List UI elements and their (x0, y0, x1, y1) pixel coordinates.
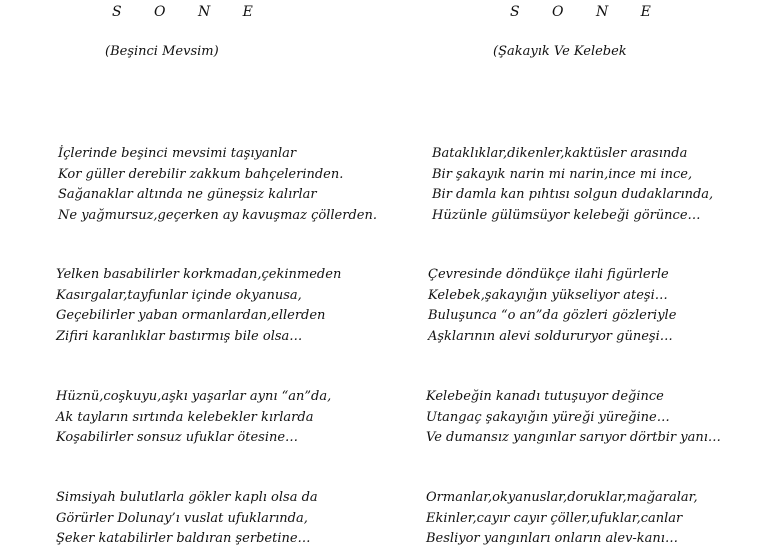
verse-line: Şeker katabilirler baldıran şerbetine… (56, 531, 311, 546)
right-poem-subtitle: (Şakayık Ve Kelebek (493, 44, 627, 59)
verse-line: Hüzünle gülümsüyor kelebeği görünce… (432, 207, 701, 223)
verse-line: Kasırgalar,tayfunlar içinde okyanusa, (56, 287, 302, 303)
verse-line: Geçebilirler yaban ormanlardan,ellerden (56, 308, 326, 323)
verse-line: Yelken basabilirler korkmadan,çekinmeden (56, 267, 342, 282)
verse-line: Simsiyah bulutlarla gökler kaplı olsa da (56, 490, 318, 505)
verse-line: Aşklarının alevi soldururyor güneşi… (428, 328, 673, 344)
right-stanza-4 (426, 488, 698, 550)
left-stanza-1 (58, 144, 377, 226)
left-poem (0, 0, 377, 550)
verse-line: Kor güller derebilir zakkum bahçelerinden. (58, 166, 344, 182)
verse-line: Bataklıklar,dikenler,kaktüsler arasında (432, 146, 688, 161)
verse-line: Utangaç şakayığın yüreği yüreğine… (426, 409, 670, 425)
right-poem (390, 0, 750, 550)
right-poem-title: S O N E (510, 4, 665, 20)
verse-line: Ne yağmursuz,geçerken ay kavuşmaz çöllerden. (58, 207, 377, 223)
verse-line: Kelebeğin kanadı tutuşuyor değince (426, 389, 664, 404)
left-stanza-3 (56, 387, 331, 449)
left-stanza-4 (56, 488, 318, 550)
verse-line: Hüznü,coşkuyu,aşkı yaşarlar aynı “an”da, (56, 389, 332, 404)
left-poem-title: S O N E (112, 4, 267, 20)
verse-line: Ekinler,cayır cayır çöller,ufuklar,canlar (426, 510, 683, 526)
verse-line: Ak tayların sırtında kelebekler kırlarda (56, 409, 314, 425)
verse-line: Sağanaklar altında ne güneşsiz kalırlar (58, 187, 317, 202)
right-stanza-2 (428, 265, 676, 347)
verse-line: Zifiri karanlıklar bastırmış bile olsa… (56, 328, 303, 344)
right-stanza-1 (432, 144, 713, 226)
verse-line: Bir şakayık narin mi narin,ince mi ince, (432, 166, 693, 182)
verse-line: Ormanlar,okyanuslar,doruklar,mağaralar, (426, 490, 698, 505)
verse-line: Kelebek,şakayığın yükseliyor ateşi… (428, 287, 668, 303)
verse-line: Buluşunca “o an”da gözleri gözleriyle (428, 308, 677, 323)
verse-line: Bir damla kan pıhtısı solgun dudaklarında, (432, 187, 714, 202)
left-stanza-2 (56, 265, 341, 347)
verse-line: İçlerinde beşinci mevsimi taşıyanlar (58, 146, 297, 161)
verse-line: Çevresinde döndükçe ilahi figürlerle (428, 267, 669, 282)
right-stanza-3 (426, 387, 721, 449)
left-poem-subtitle: (Beşinci Mevsim) (105, 44, 219, 59)
verse-line: Koşabilirler sonsuz ufuklar ötesine… (56, 430, 299, 445)
verse-line: Ve dumansız yangınlar sarıyor dörtbir yanı… (426, 430, 721, 445)
verse-line: Besliyor yangınları onların alev-kanı… (426, 531, 678, 546)
verse-line: Görürler Dolunay’ı vuslat ufuklarında, (56, 510, 308, 526)
